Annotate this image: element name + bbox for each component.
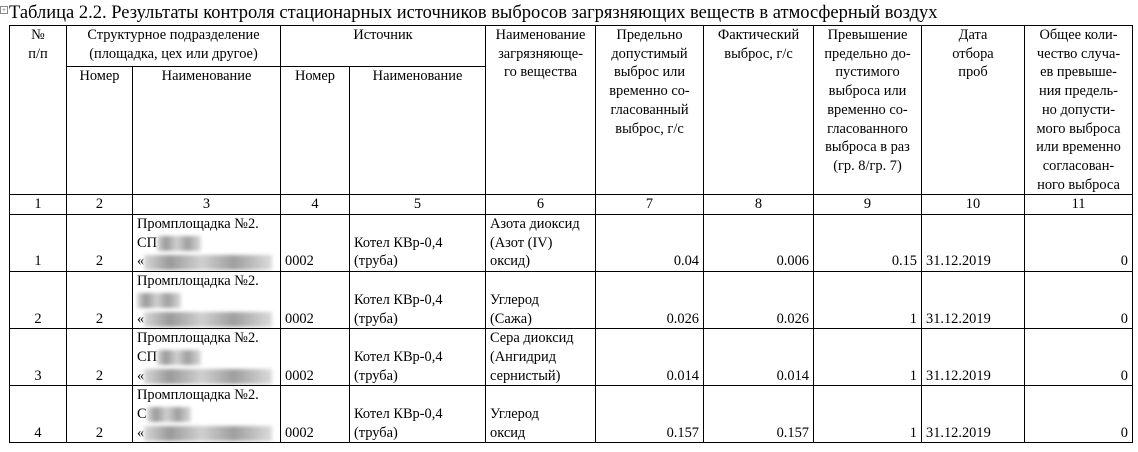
column-numbers-row [10,195,1133,215]
header-cases: Общее коли- чество случа- ев превыше- ния предель- но допусти- мого выброса или временно согласован- ного выброса [1025,26,1133,195]
column-number: 5 [350,195,486,215]
excess-ratio: 1 [814,329,922,386]
redacted-text [144,312,272,327]
actual-value: 0.006 [704,215,814,272]
emissions-control-table [9,25,1133,443]
excess-ratio: 1 [814,386,922,443]
column-number: 3 [133,195,281,215]
division-name: Промплощадка №2. СП « [133,215,281,272]
column-number: 8 [704,195,814,215]
column-number: 9 [814,195,922,215]
header-number: № п/п [10,26,67,195]
header-actual: Фактический выброс, г/с [704,26,814,195]
header-source-name: Наименование [350,66,486,195]
column-number: 2 [67,195,133,215]
excess-cases: 0 [1025,272,1133,329]
limit-value: 0.014 [596,329,704,386]
column-number: 11 [1025,195,1133,215]
substance-name: Азота диоксид (Азот (IV) оксид) [486,215,596,272]
table-row [10,272,1133,329]
limit-value: 0.04 [596,215,704,272]
table-row [10,329,1133,386]
column-number: 4 [281,195,350,215]
division-name: Промплощадка №2. С « [133,386,281,443]
division-name: Промплощадка №2. « [133,272,281,329]
division-number: 2 [67,272,133,329]
table-caption: Таблица 2.2. Результаты контроля стационарных источников выбросов загрязняющих веществ в атмосферный воздух [9,3,938,23]
table-move-handle-icon[interactable]: + [0,6,8,14]
header-sampling-date: Дата отбора проб [922,26,1025,195]
table-row [10,386,1133,443]
header-structural-division: Структурное подразделение (площадка, цех или другое) [67,26,281,67]
header-source-number: Номер [281,66,350,195]
redacted-text [147,407,191,422]
row-number: 4 [10,386,67,443]
column-number: 7 [596,195,704,215]
row-number: 1 [10,215,67,272]
sampling-date: 31.12.2019 [922,329,1025,386]
substance-name: Углерод (Сажа) [486,272,596,329]
division-name: Промплощадка №2. СП « [133,329,281,386]
substance-name: Сера диоксид (Ангидрид сернистый) [486,329,596,386]
header-row-top [10,26,1133,67]
source-name: Котел КВр-0,4 (труба) [350,329,486,386]
sampling-date: 31.12.2019 [922,215,1025,272]
table-row [10,215,1133,272]
redacted-text [144,255,272,270]
excess-ratio: 0.15 [814,215,922,272]
header-limit: Предельно допустимый выброс или временно со- гласованный выброс, г/с [596,26,704,195]
actual-value: 0.157 [704,386,814,443]
limit-value: 0.157 [596,386,704,443]
substance-name: Углерод оксид [486,386,596,443]
source-number: 0002 [281,272,350,329]
sampling-date: 31.12.2019 [922,386,1025,443]
source-name: Котел КВр-0,4 (труба) [350,215,486,272]
row-number: 3 [10,329,67,386]
column-number: 1 [10,195,67,215]
source-number: 0002 [281,215,350,272]
redacted-text [157,350,201,365]
source-number: 0002 [281,329,350,386]
source-name: Котел КВр-0,4 (труба) [350,386,486,443]
division-number: 2 [67,329,133,386]
excess-cases: 0 [1025,329,1133,386]
header-substance: Наименование загрязняюще- го вещества [486,26,596,195]
header-source: Источник [281,26,486,67]
division-number: 2 [67,386,133,443]
header-excess: Превышение предельно до- пустимого выброса или временно со- гласованного выброса в раз (гр. 8/гр. 7) [814,26,922,195]
sampling-date: 31.12.2019 [922,272,1025,329]
row-number: 2 [10,272,67,329]
excess-cases: 0 [1025,215,1133,272]
redacted-text [157,236,201,251]
header-division-name: Наименование [133,66,281,195]
header-division-number: Номер [67,66,133,195]
source-number: 0002 [281,386,350,443]
actual-value: 0.014 [704,329,814,386]
column-number: 6 [486,195,596,215]
redacted-text [144,426,272,441]
column-number: 10 [922,195,1025,215]
division-number: 2 [67,215,133,272]
limit-value: 0.026 [596,272,704,329]
redacted-text [144,369,272,384]
actual-value: 0.026 [704,272,814,329]
excess-cases: 0 [1025,386,1133,443]
excess-ratio: 1 [814,272,922,329]
redacted-text [137,293,181,308]
source-name: Котел КВр-0,4 (труба) [350,272,486,329]
